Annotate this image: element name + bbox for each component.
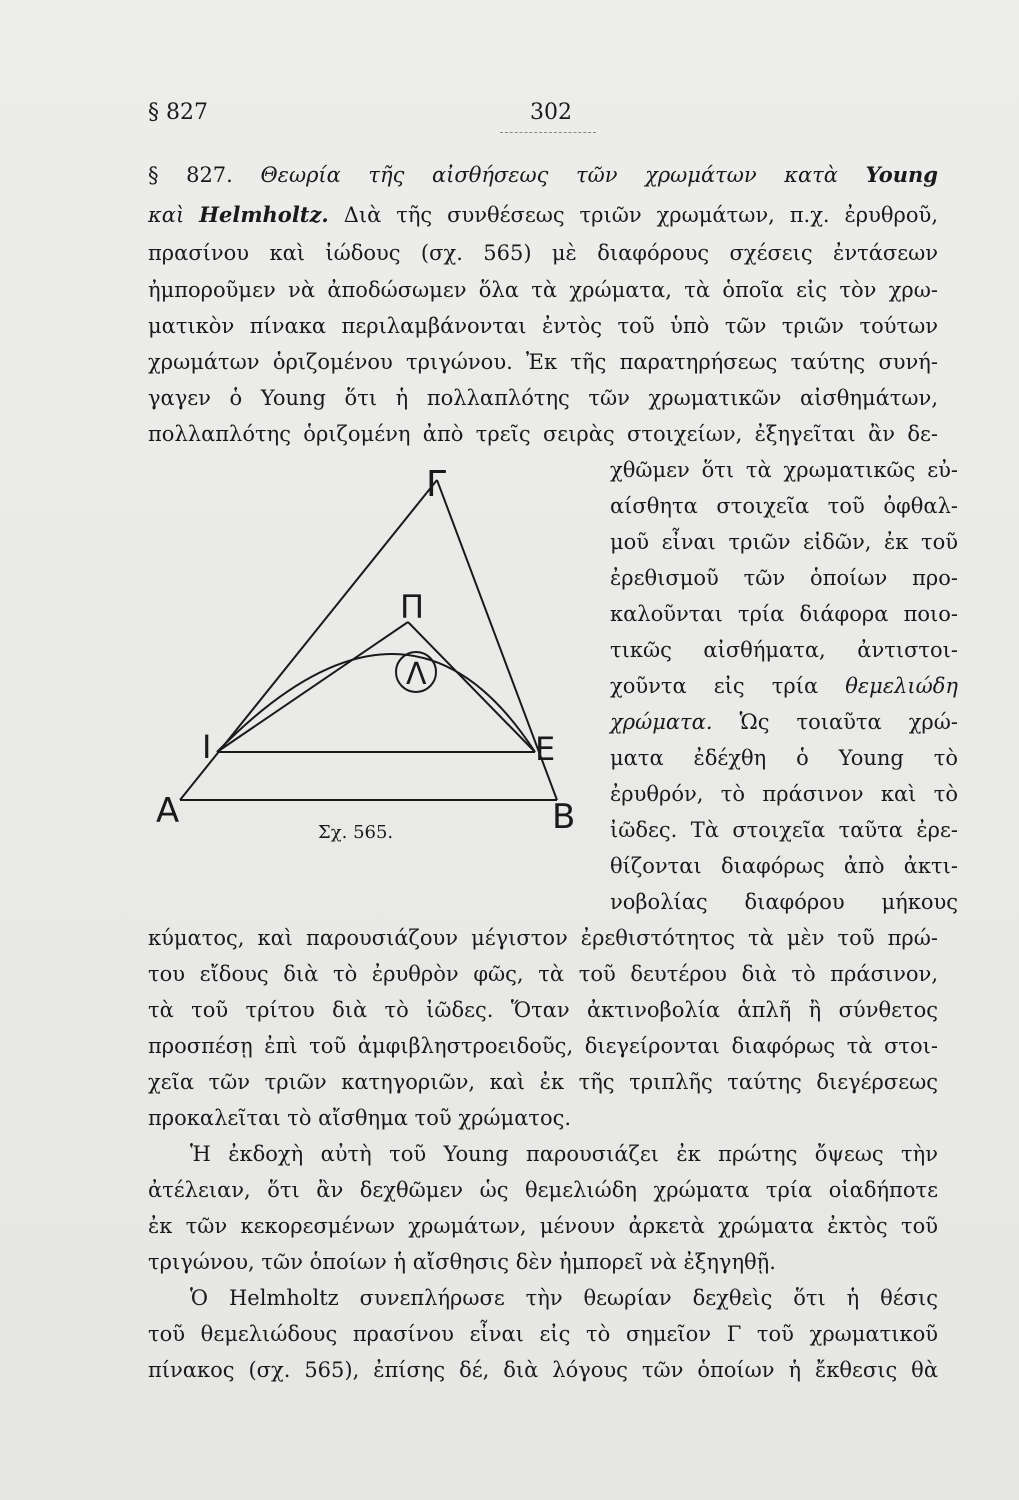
heading-young: Young xyxy=(865,162,938,187)
heading-rest: Διὰ τῆς συνθέσεως τριῶν χρωμάτων, π.χ. ἐρυθροῦ, xyxy=(343,203,938,227)
side-text-line: μοῦ εἶναι τριῶν εἰδῶν, ἐκ τοῦ xyxy=(610,530,958,554)
label-alpha: A xyxy=(156,791,180,831)
side-text-line: ματα ἐδέχθη ὁ Young τὸ xyxy=(610,746,958,770)
text-line: τοῦ θεμελιώδους πρασίνου εἶναι εἰς τὸ σημεῖον Γ τοῦ χρωματικοῦ xyxy=(148,1322,938,1346)
text-line: ἐκ τῶν κεκορεσμένων χρωμάτων, μένουν ἀρκετὰ χρώματα ἐκτὸς τοῦ xyxy=(148,1214,938,1238)
page-number: 302 xyxy=(530,100,572,125)
color-triangle-figure xyxy=(152,460,592,850)
page-number-rule xyxy=(500,132,596,133)
text-line: τριγώνου, τῶν ὁποίων ἡ αἴσθησις δὲν ἠμπορεῖ νὰ ἐξηγηθῇ. xyxy=(148,1250,776,1274)
heading-line-2 xyxy=(148,200,938,230)
label-gamma: Γ xyxy=(426,464,447,505)
heading-helmholtz: Helmholtz. xyxy=(199,202,329,227)
label-lambda: Λ xyxy=(406,657,427,692)
text-line: πολλαπλότης ὁριζομένη ἀπὸ τρεῖς σειρὰς στοιχείων, ἐξηγεῖται ἂν δε- xyxy=(148,422,938,446)
side-text-line: νοβολίας διαφόρου μήκους xyxy=(610,890,958,914)
figure-caption: Σχ. 565. xyxy=(318,822,394,843)
text-line: του εἴδους διὰ τὸ ἐρυθρὸν φῶς, τὰ τοῦ δευτέρου διὰ τὸ πράσινον, xyxy=(148,962,938,986)
heading-title: Θεωρία τῆς αἰσθήσεως τῶν χρωμάτων κατὰ xyxy=(260,163,838,187)
side-text-line xyxy=(610,671,958,701)
text-line: προσπέσῃ ἐπὶ τοῦ ἀμφιβληστροειδοῦς, διεγείρονται διαφόρως τὰ στοι- xyxy=(148,1034,938,1058)
text-line: προκαλεῖται τὸ αἴσθημα τοῦ χρώματος. xyxy=(148,1106,572,1130)
side-text-line: αίσθητα στοιχεῖα τοῦ ὀφθαλ- xyxy=(610,494,958,518)
running-head xyxy=(148,100,938,140)
side-text-italic: θεμελιώδη xyxy=(845,674,958,698)
heading-line xyxy=(148,160,938,190)
heading-kai: καὶ xyxy=(148,203,185,227)
side-text-line: τικῶς αἰσθήματα, ἀντιστοι- xyxy=(610,638,958,662)
side-text-italic: χρώματα. xyxy=(610,710,713,734)
side-text-line: ἐρυθρόν, τὸ πράσινον καὶ τὸ xyxy=(610,782,958,806)
side-text-line: χθῶμεν ὅτι τὰ χρωματικῶς εὐ- xyxy=(610,458,958,482)
text-line: ματικὸν πίνακα περιλαμβάνονται ἐντὸς τοῦ ὑπὸ τῶν τριῶν τούτων xyxy=(148,314,938,338)
label-beta: B xyxy=(552,797,576,837)
heading-section: § 827. xyxy=(148,163,233,187)
side-text-line: ἐρεθισμοῦ τῶν ὁποίων προ- xyxy=(610,566,958,590)
text-line: χρωμάτων ὁριζομένου τριγώνου. Ἐκ τῆς παρατηρήσεως ταύτης συνή- xyxy=(148,350,938,374)
line-i-pi xyxy=(217,622,408,752)
side-text-line xyxy=(610,707,958,737)
text-line: ἠμποροῦμεν νὰ ἀποδώσωμεν ὅλα τὰ χρώματα, τὰ ὁποῖα εἰς τὸν χρω- xyxy=(148,278,938,302)
color-triangle-diagram xyxy=(152,460,592,850)
side-text-line: ἰῶδες. Τὰ στοιχεῖα ταῦτα ἐρε- xyxy=(610,818,958,842)
side-text-fragment: χοῦντα εἰς τρία xyxy=(610,674,819,698)
side-text-line: θίζονται διαφόρως ἀπὸ ἀκτι- xyxy=(610,854,958,878)
label-pi: Π xyxy=(400,588,425,626)
text-line: χεῖα τῶν τριῶν κατηγοριῶν, καὶ ἐκ τῆς τριπλῆς ταύτης διεγέρσεως xyxy=(148,1070,938,1094)
text-line: πίνακος (σχ. 565), ἐπίσης δέ, διὰ λόγους τῶν ὁποίων ἡ ἔκθεσις θὰ xyxy=(148,1358,938,1382)
side-text-line: καλοῦνται τρία διάφορα ποιο- xyxy=(610,602,958,626)
text-line: τὰ τοῦ τρίτου διὰ τὸ ἰῶδες. Ὅταν ἀκτινοβολία ἁπλῆ ἢ σύνθετος xyxy=(148,998,938,1022)
text-line: γαγεν ὁ Young ὅτι ἡ πολλαπλότης τῶν χρωματικῶν αἰσθημάτων, xyxy=(148,386,938,410)
text-line: Ὁ Helmholtz συνεπλήρωσε τὴν θεωρίαν δεχθεὶς ὅτι ἡ θέσις xyxy=(190,1286,938,1310)
label-iota: I xyxy=(202,728,212,766)
text-line: Ἡ ἐκδοχὴ αὐτὴ τοῦ Young παρουσιάζει ἐκ πρώτης ὄψεως τὴν xyxy=(190,1142,938,1166)
line-e-pi xyxy=(408,622,535,752)
running-head-section: § 827 xyxy=(148,100,208,125)
text-line: ἀτέλειαν, ὅτι ἂν δεχθῶμεν ὡς θεμελιώδη χρώματα τρία οἱαδήποτε xyxy=(148,1178,938,1202)
side-text-fragment: Ὡς τοιαῦτα χρώ- xyxy=(739,710,958,734)
text-line: πρασίνου καὶ ἰώδους (σχ. 565) μὲ διαφόρους σχέσεις ἐντάσεων xyxy=(148,241,938,265)
label-epsilon: E xyxy=(535,730,556,768)
text-line: κύματος, καὶ παρουσιάζουν μέγιστον ἐρεθιστότητος τὰ μὲν τοῦ πρώ- xyxy=(148,926,938,950)
